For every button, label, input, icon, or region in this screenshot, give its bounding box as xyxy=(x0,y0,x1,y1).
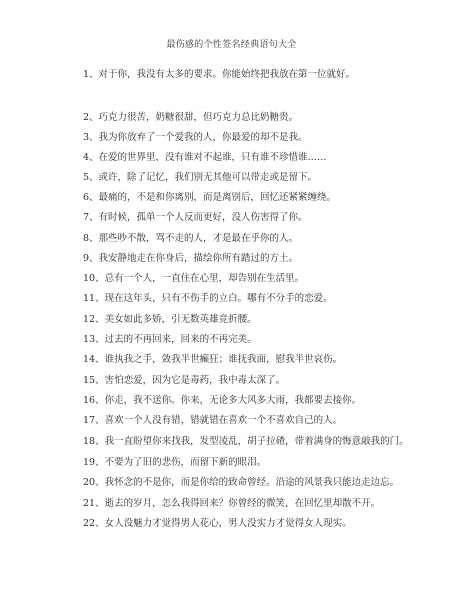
list-item: 13、过去的不再回来，回来的不再完美。 xyxy=(83,334,257,345)
list-item: 7、有时候，孤单一个人反而更好，没人伤害得了你。 xyxy=(83,212,308,223)
list-item: 8、那些吵不散，骂不走的人，才是最在乎你的人。 xyxy=(83,233,299,244)
list-item: 18、我一直盼望你来找我，发型凌乱，胡子拉碴，带着满身的悔意敲我的门。 xyxy=(83,436,409,447)
list-item: 20、我怀念的不是你，而是你给的致命曾经。沿途的风景我只能边走边忘。 xyxy=(83,477,400,488)
list-item: 15、害怕恋爱，因为它是毒药，我中毒太深了。 xyxy=(83,375,286,386)
list-item: 2、巧克力很苦，奶糖很甜，但巧克力总比奶糖贵。 xyxy=(83,112,299,123)
list-item: 19、不要为了旧的悲伤，而留下新的眼泪。 xyxy=(83,457,267,468)
list-item: 9、我安静地走在你身后，描绘你所有踏过的方土。 xyxy=(83,253,299,264)
list-item: 6、最痛的，不是和你离别，而是离别后，回忆还紧紧缠绕。 xyxy=(83,192,337,203)
page-title: 最伤感的个性签名经典语句大全 xyxy=(166,40,297,50)
list-item: 10、总有一个人，一直住在心里，却告别在生活里。 xyxy=(83,273,305,284)
list-item: 3、我为你放弃了一个爱我的人，你最爱的却不是我。 xyxy=(83,132,308,143)
list-item: 17、喜欢一个人没有错，错就错在喜欢一个不喜欢自己的人。 xyxy=(83,415,343,426)
list-item: 12、美女如此多娇，引无数英雄竞折腰。 xyxy=(83,314,257,325)
list-item: 5、或许，除了记忆，我们别无其他可以带走或是留下。 xyxy=(83,172,318,183)
list-item: 14、谁执我之手，敛我半世癫狂；谁抚我面，慰我半世哀伤。 xyxy=(83,354,343,365)
list-item: 1、对于你，我没有太多的要求。你能始终把我放在第一位就好。 xyxy=(83,69,356,80)
list-item: 16、你走，我不送你。你来，无论多大风多大雨，我都要去接你。 xyxy=(83,395,362,406)
list-item: 21、逝去的岁月，怎么我得回来？你曾经的微笑，在回忆里却散不开。 xyxy=(83,498,381,509)
list-item: 11、现在这年头，只有不伤手的立白。哪有不分手的恋爱。 xyxy=(83,293,333,304)
list-item: 4、在爱的世界里，没有谁对不起谁，只有谁不珍惜谁…… xyxy=(83,152,327,163)
list-item: 22、女人没魅力才觉得男人花心，男人没实力才觉得女人现实。 xyxy=(83,518,352,529)
